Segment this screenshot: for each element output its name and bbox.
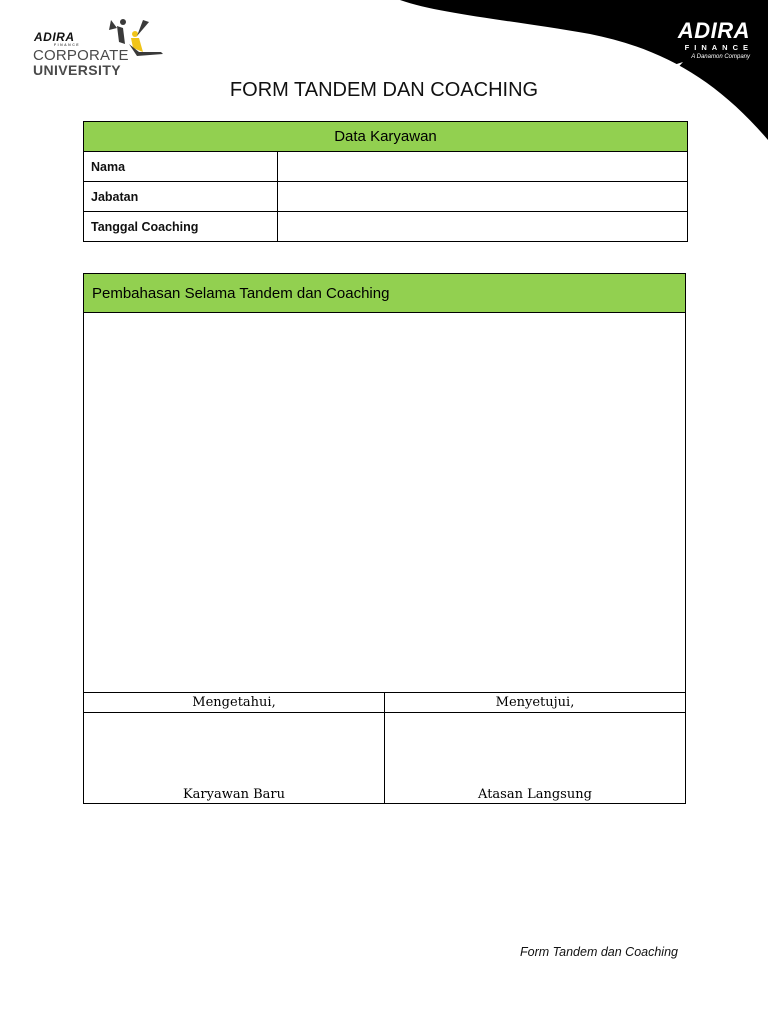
corporate-university-logo — [30, 14, 180, 80]
new-employee-signature-box[interactable] — [84, 713, 385, 804]
discussion-section — [83, 273, 686, 693]
acknowledged-heading: Mengetahui, — [84, 693, 385, 713]
direct-supervisor-signature-box[interactable] — [385, 713, 686, 804]
discussion-field[interactable] — [84, 313, 685, 692]
logo-right-brand-sub: FINANCE — [684, 43, 753, 52]
position-label: Jabatan — [84, 182, 278, 212]
form-title: FORM TANDEM DAN COACHING — [229, 79, 539, 101]
figures-icon — [103, 14, 165, 60]
page-footer: Form Tandem dan Coaching — [520, 945, 678, 959]
discussion-header: Pembahasan Selama Tandem dan Coaching — [84, 274, 685, 313]
name-field[interactable] — [278, 152, 688, 182]
employee-section-header: Data Karyawan — [84, 122, 688, 152]
new-employee-signer-label: Karyawan Baru — [182, 787, 286, 802]
coaching-date-field[interactable] — [278, 212, 688, 242]
logo-left-brand: ADIRA — [34, 30, 75, 44]
name-label: Nama — [84, 152, 278, 182]
adira-finance-logo — [640, 18, 753, 62]
coaching-date-label: Tanggal Coaching — [84, 212, 278, 242]
direct-supervisor-signer-label: Atasan Langsung — [478, 787, 592, 802]
approved-heading: Menyetujui, — [385, 693, 686, 713]
logo-right-tagline: A Danamon Company — [691, 54, 750, 60]
logo-left-brand-sub: FINANCE — [54, 43, 81, 47]
signature-table — [83, 692, 686, 804]
logo-right-brand: ADIRA — [677, 18, 750, 43]
logo-left-line1: CORPORATE — [33, 47, 129, 64]
logo-left-line2: UNIVERSITY — [33, 62, 122, 78]
employee-data-table — [83, 121, 688, 242]
position-field[interactable] — [278, 182, 688, 212]
